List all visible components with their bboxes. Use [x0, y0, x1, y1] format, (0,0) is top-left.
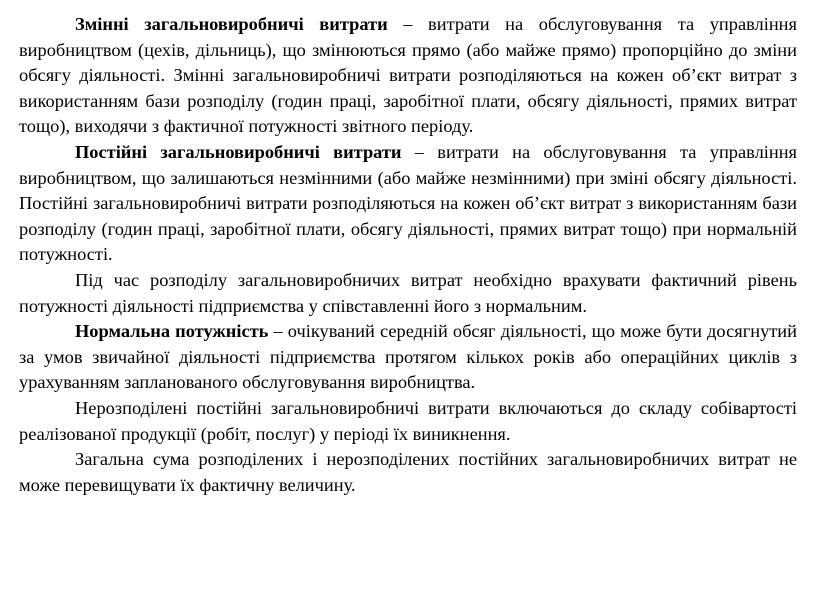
text-total-overhead: Загальна сума розподілених і нерозподілених постійних загальновиробничих витрат не може перевищувати їх фактичну величину.: [19, 449, 797, 495]
text-actual-capacity: Під час розподілу загальновиробничих витрат необхідно врахувати фактичний рівень потужності діяльності підприємства у співставленні його з нормальним.: [19, 269, 797, 316]
document-page: [19, 12, 797, 498]
term-variable-overhead: Змінні загальновиробничі витрати: [75, 14, 388, 34]
paragraph-actual-capacity: [19, 268, 797, 319]
definition-variable-overhead: – витрати на обслуговування та управління виробництвом (цехів, дільниць), що змінюються прямо (або майже прямо) пропорційно до зміни обсягу діяльності. Змінні загальновиробничі витрати розподіляються на кожен об’єкт витрат з використанням бази розподілу (годин праці, заробітної плати, обсягу діяльності, прямих витрат тощо), виходячи з фактичної потужності звітного періоду.: [19, 14, 797, 137]
text-unallocated-overhead: Нерозподілені постійні загальновиробничі витрати включаються до складу собівартості реалізованої продукції (робіт, послуг) у періоді їх виникнення.: [19, 397, 797, 444]
term-normal-capacity: Нормальна потужність: [75, 321, 269, 342]
paragraph-normal-capacity: [19, 319, 797, 396]
paragraph-variable-overhead: [19, 12, 797, 140]
paragraph-total-overhead: [19, 447, 797, 498]
paragraph-unallocated-overhead: [19, 396, 797, 447]
paragraph-fixed-overhead: [19, 140, 797, 268]
definition-fixed-overhead: – витрати на обслуговування та управління виробництвом, що залишаються незмінними (або майже незмінними) при зміні обсягу діяльності. Постійні загальновиробничі витрати розподіляються на кожен об’єкт витрат з використанням бази розподілу (годин праці, заробітної плати, обсягу діяльності, прямих витрат тощо) при нормальній потужності.: [19, 141, 798, 265]
term-fixed-overhead: Постійні загальновиробничі витрати: [75, 141, 402, 162]
definition-normal-capacity: – очікуваний середній обсяг діяльності, що може бути досягнутий за умов звичайної діяльності підприємства протягом кількох років або операційних циклів з урахуванням запланованого обслуговування виробництва.: [19, 321, 797, 393]
